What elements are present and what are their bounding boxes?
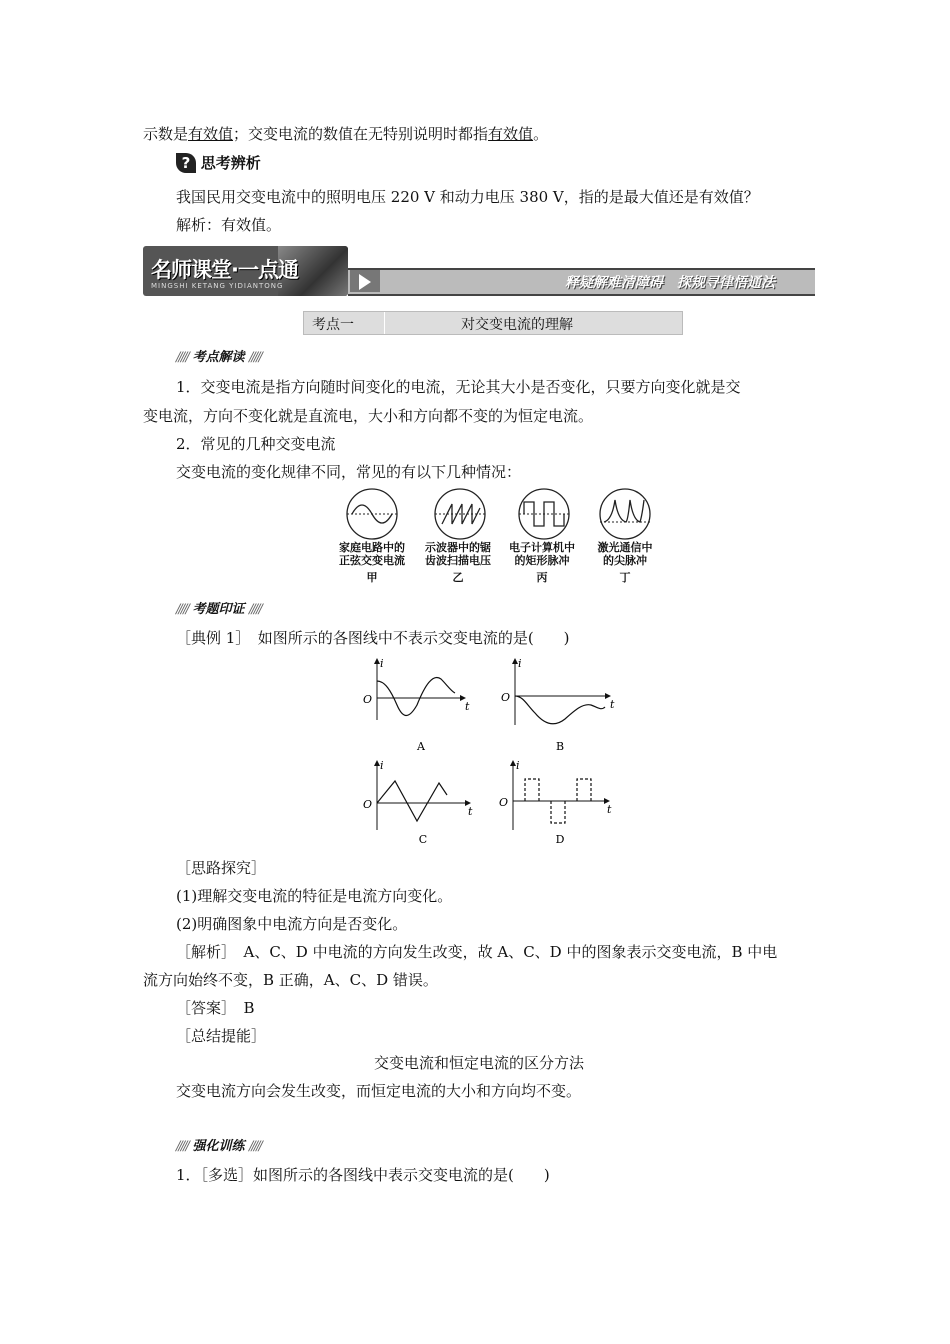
svg-text:B: B bbox=[555, 740, 565, 753]
analysis-b: 流方向始终不变，B 正确，A、C、D 错误。 bbox=[143, 971, 438, 989]
svg-text:t: t bbox=[610, 698, 615, 711]
summary-title: 交变电流和恒定电流的区分方法 bbox=[374, 1054, 585, 1072]
wave-label-line1: 电子计算机中 bbox=[509, 541, 575, 554]
topic-title: 对交变电流的理解 bbox=[461, 317, 573, 333]
svg-text:i: i bbox=[380, 759, 384, 772]
graph-a bbox=[363, 657, 470, 753]
wave-tag: 甲 bbox=[366, 571, 378, 584]
svg-text:O: O bbox=[363, 798, 373, 811]
thinking-label: ［思路探究］ bbox=[176, 859, 267, 877]
example-question: ［典例 1］ 如图所示的各图线中不表示交变电流的是( ) bbox=[176, 629, 570, 647]
graph-c bbox=[363, 759, 473, 846]
think-answer: 解析：有效值。 bbox=[176, 216, 282, 234]
banner-badge: 名师课堂·一点通 MINGSHI KETANG YIDIANTONG bbox=[143, 246, 348, 296]
wave-label-line1: 激光通信中 bbox=[597, 541, 653, 554]
section-banner bbox=[143, 246, 815, 298]
graph-d bbox=[499, 759, 612, 846]
svg-text:t: t bbox=[468, 805, 473, 818]
subsection-header-qianghua: ///// 强化训练 ///// bbox=[176, 1139, 261, 1154]
point-2: 2．常见的几种交变电流 bbox=[176, 435, 336, 453]
svg-text:i: i bbox=[380, 657, 384, 670]
wave-label-line2: 的矩形脉冲 bbox=[514, 554, 570, 567]
svg-text:O: O bbox=[499, 796, 509, 809]
summary-label: ［总结提能］ bbox=[176, 1027, 267, 1045]
square-pulse-icon bbox=[519, 489, 569, 539]
analysis-a: ［解析］ A、C、D 中电流的方向发生改变，故 A、C、D 中的图象表示交变电流，B 中电 bbox=[176, 943, 778, 961]
wave-tag: 乙 bbox=[452, 571, 464, 584]
answer: ［答案］ B bbox=[176, 999, 255, 1017]
point-3: 交变电流的变化规律不同，常见的有以下几种情况： bbox=[176, 463, 522, 481]
point-1a: 1．交变电流是指方向随时间变化的电流，无论其大小是否变化，只要方向变化就是交 bbox=[176, 378, 741, 396]
svg-text:t: t bbox=[607, 803, 612, 816]
question-mark-icon: ? bbox=[176, 153, 196, 173]
svg-text:O: O bbox=[501, 691, 511, 704]
svg-text:A: A bbox=[417, 740, 425, 753]
svg-text:C: C bbox=[418, 833, 428, 846]
underlined-term: 有效值 bbox=[488, 125, 534, 143]
graph-b bbox=[501, 657, 615, 753]
play-arrow-icon bbox=[359, 274, 371, 290]
topic-label: 考点一 bbox=[312, 317, 354, 333]
wave-label-line2: 齿波扫描电压 bbox=[425, 554, 491, 567]
example-graphs bbox=[355, 655, 625, 850]
svg-text:i: i bbox=[516, 759, 520, 772]
sawtooth-wave-icon bbox=[435, 489, 485, 539]
wave-types-figure bbox=[320, 486, 670, 586]
svg-text:t: t bbox=[465, 700, 470, 713]
underlined-term: 有效值 bbox=[188, 125, 234, 143]
subsection-header-jiedu: ///// 考点解读 ///// bbox=[176, 350, 261, 365]
wave-label-line1: 家庭电路中的 bbox=[339, 541, 405, 554]
wave-label-line1: 示波器中的锯 bbox=[425, 541, 491, 554]
think-question: 我国民用交变电流中的照明电压 220 V 和动力电压 380 V，指的是最大值还是有效值？ bbox=[176, 188, 759, 206]
topic-box bbox=[303, 311, 683, 335]
sine-wave-icon bbox=[347, 489, 397, 539]
wave-label-line2: 的尖脉冲 bbox=[603, 554, 647, 567]
intro-line: 示数是有效值；交变电流的数值在无特别说明时都指有效值。 bbox=[143, 125, 549, 143]
thinking-2: (2)明确图象中电流方向是否变化。 bbox=[176, 915, 408, 933]
thinking-1: (1)理解交变电流的特征是电流方向变化。 bbox=[176, 887, 453, 905]
summary-text: 交变电流方向会发生改变，而恒定电流的大小和方向均不变。 bbox=[176, 1082, 582, 1100]
svg-text:i: i bbox=[518, 657, 522, 670]
wave-label-line2: 正弦交变电流 bbox=[339, 554, 405, 567]
exercise-1: 1．［多选］如图所示的各图线中表示交变电流的是( ) bbox=[176, 1166, 550, 1184]
point-1b: 变电流，方向不变化就是直流电，大小和方向都不变的为恒定电流。 bbox=[143, 407, 594, 425]
svg-text:O: O bbox=[363, 693, 373, 706]
spike-pulse-icon bbox=[600, 489, 650, 539]
subsection-header-yinzheng: ///// 考题印证 ///// bbox=[176, 602, 261, 617]
think-heading: ? 思考辨析 bbox=[176, 152, 261, 173]
wave-tag: 丁 bbox=[619, 571, 631, 584]
banner-band: 释疑解难清障碍 探规寻律悟通法 bbox=[348, 268, 815, 296]
svg-text:D: D bbox=[555, 833, 565, 846]
wave-tag: 丙 bbox=[536, 571, 548, 584]
